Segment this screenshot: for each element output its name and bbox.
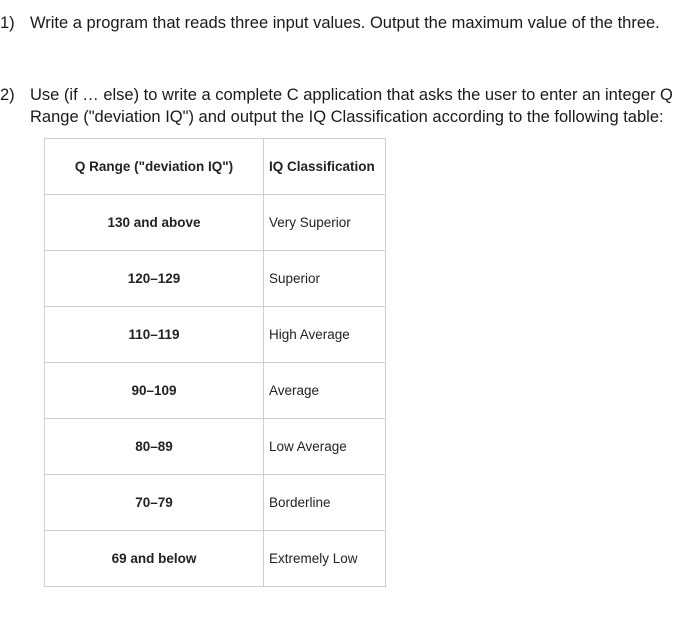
question-2-text-line-2: Range ("deviation IQ") and output the IQ Classification according to the following table:	[30, 108, 664, 126]
iq-classification-table	[44, 138, 386, 587]
question-1-text: Write a program that reads three input values. Output the maximum value of the three.	[30, 14, 660, 32]
header-iq-classification: IQ Classification	[264, 139, 386, 195]
range-cell: 90–109	[45, 363, 264, 419]
classification-cell: High Average	[264, 307, 386, 363]
table-row	[45, 531, 386, 587]
table-row	[45, 475, 386, 531]
table-row	[45, 307, 386, 363]
classification-cell: Average	[264, 363, 386, 419]
range-cell: 80–89	[45, 419, 264, 475]
question-2	[0, 84, 673, 128]
question-2-text-line-1: Use (if … else) to write a complete C application that asks the user to enter an integer Q	[30, 86, 673, 104]
range-cell: 70–79	[45, 475, 264, 531]
table-row	[45, 363, 386, 419]
table-header-row	[45, 139, 386, 195]
question-1	[0, 12, 660, 34]
header-q-range: Q Range ("deviation IQ")	[45, 139, 264, 195]
range-cell: 130 and above	[45, 195, 264, 251]
range-cell: 120–129	[45, 251, 264, 307]
table-row	[45, 251, 386, 307]
question-2-number: 2)	[0, 86, 15, 104]
range-cell: 69 and below	[45, 531, 264, 587]
classification-cell: Very Superior	[264, 195, 386, 251]
table-row	[45, 419, 386, 475]
classification-cell: Low Average	[264, 419, 386, 475]
question-1-number: 1)	[0, 14, 15, 32]
classification-cell: Extremely Low	[264, 531, 386, 587]
range-cell: 110–119	[45, 307, 264, 363]
classification-cell: Superior	[264, 251, 386, 307]
table-row	[45, 195, 386, 251]
classification-cell: Borderline	[264, 475, 386, 531]
